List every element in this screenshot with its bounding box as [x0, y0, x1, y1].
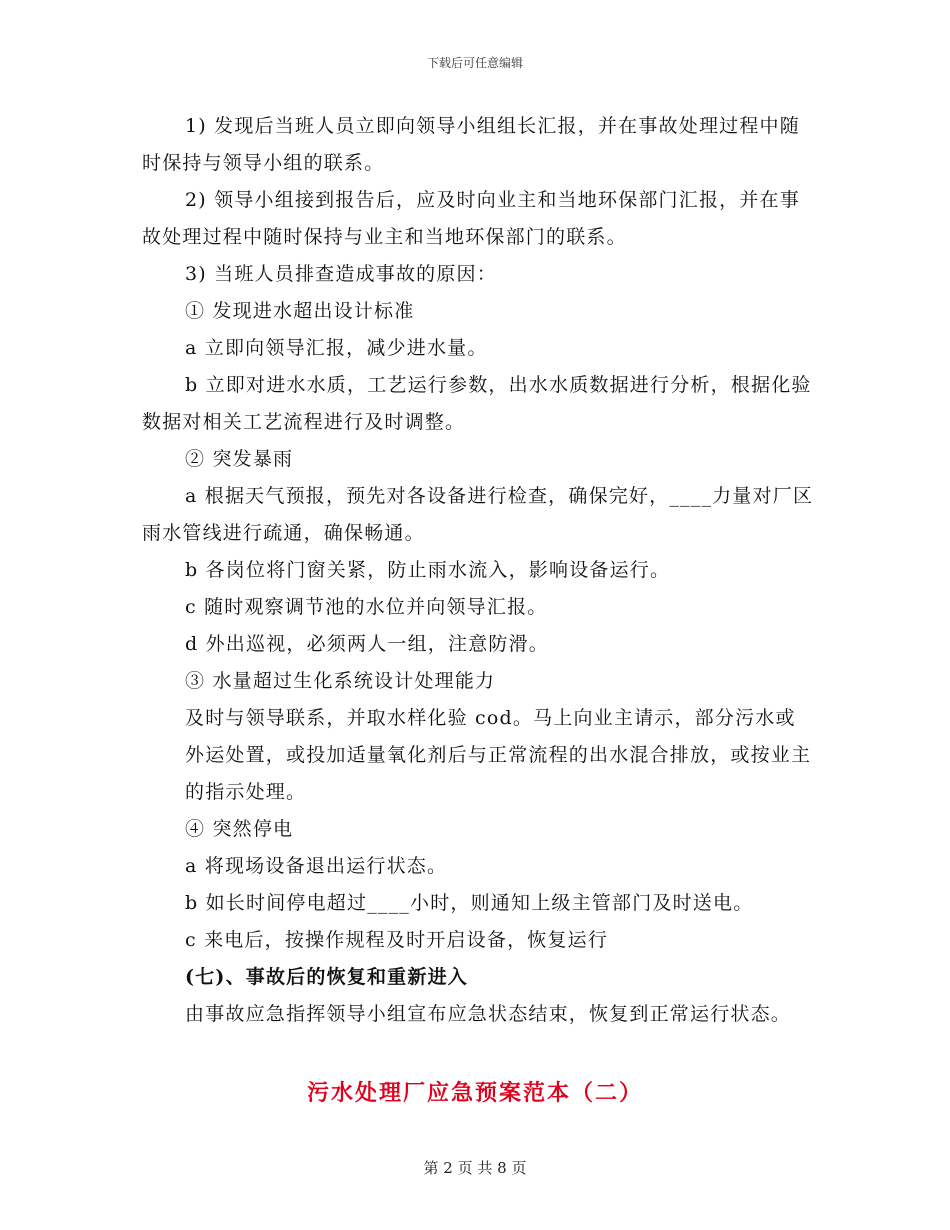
item-b-close-windows: b 各岗位将门窗关紧，防止雨水流入，影响设备运行。 — [185, 559, 671, 581]
item-a-report-reduce: a 立即向领导汇报，减少进水量。 — [185, 337, 488, 359]
page-footer-number: 第 2 页 共 8 页 — [423, 1159, 527, 1177]
paragraph-end-emergency: 由事故应急指挥领导小组宣布应急状态结束，恢复到正常运行状态。 — [185, 1003, 792, 1025]
paragraph-report-to-leader: 1) 发现后当班人员立即向领导小组组长汇报，并在事故处理过程中随时保持与领导小组的联系。 — [142, 115, 800, 174]
item-a-equipment-offline: a 将现场设备退出运行状态。 — [185, 855, 448, 877]
item-c-restart-equipment: c 来电后，按操作规程及时开启设备，恢复运行 — [185, 929, 609, 951]
item-c-watch-water-level: c 随时观察调节池的水位并向领导汇报。 — [185, 596, 548, 618]
item-sudden-rainstorm: ② 突发暴雨 — [185, 448, 294, 470]
section-heading-recovery: (七)、事故后的恢复和重新进入 — [185, 966, 468, 988]
section-title-red: 污水处理厂应急预案范本（二） — [306, 1080, 643, 1106]
item-d-patrol-in-pairs: d 外出巡视，必须两人一组，注意防滑。 — [185, 633, 550, 655]
item-water-exceeds-capacity: ③ 水量超过生化系统设计处理能力 — [185, 670, 496, 692]
item-b-analyze-data: b 立即对进水水质，工艺运行参数，出水水质数据进行分析，根据化验数据对相关工艺流程进行及时调整。 — [142, 374, 812, 433]
paragraph-contact-leader-cod: 及时与领导联系，并取水样化验 cod。马上向业主请示，部分污水或外运处置，或投加适量氧化剂后与正常流程的出水混合排放，或按业主的指示处理。 — [185, 707, 812, 803]
item-sudden-power-outage: ④ 突然停电 — [185, 818, 294, 840]
item-b-notify-power: b 如长时间停电超过____小时，则通知上级主管部门及时送电。 — [185, 892, 754, 914]
item-inflow-exceeds-standard: ① 发现进水超出设计标准 — [185, 300, 415, 322]
document-body — [142, 108, 814, 1033]
paragraph-investigate-cause: 3) 当班人员排查造成事故的原因： — [185, 263, 497, 285]
paragraph-report-to-owner: 2) 领导小组接到报告后，应及时向业主和当地环保部门汇报，并在事故处理过程中随时保持与业主和当地环保部门的联系。 — [142, 189, 800, 248]
item-a-weather-forecast: a 根据天气预报，预先对各设备进行检查，确保完好，____力量对厂区雨水管线进行疏通，确保畅通。 — [142, 485, 814, 544]
page-header-note: 下载后可任意编辑 — [426, 56, 523, 70]
